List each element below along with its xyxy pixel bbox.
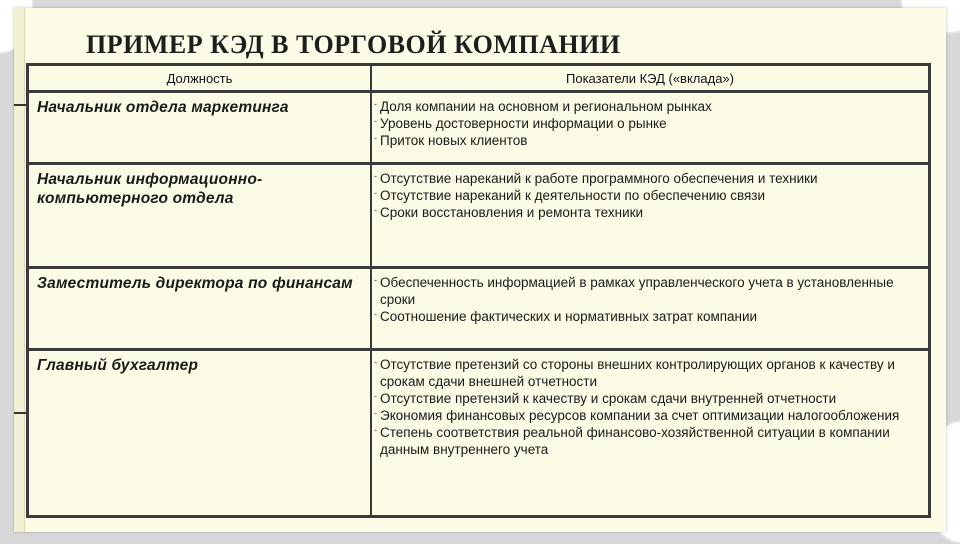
kpi-cell <box>371 92 930 164</box>
kpi-item: - Степень соответствия реальной финансово-хозяйственной ситуации в компании данным внутреннего учета <box>380 424 920 458</box>
position-cell: Начальник информационно-компьютерного отдела <box>28 164 372 268</box>
kpi-table <box>26 63 931 518</box>
table-row <box>28 268 930 350</box>
table-header-row <box>28 65 930 92</box>
kpi-item: - Уровень достоверности информации о рынке <box>380 115 920 132</box>
kpi-item: - Отсутствие претензий со стороны внешних контролирующих органов к качеству и срокам сдачи внешней отчетности <box>380 356 920 390</box>
column-header-position: Должность <box>28 65 372 92</box>
kpi-list <box>380 356 920 458</box>
table-row <box>28 164 930 268</box>
kpi-cell <box>371 164 930 268</box>
position-cell: Заместитель директора по финансам <box>28 268 372 350</box>
slide-left-bar <box>14 8 25 532</box>
kpi-list <box>380 170 920 221</box>
kpi-item: - Сроки восстановления и ремонта техники <box>380 204 920 221</box>
page-title: ПРИМЕР КЭД В ТОРГОВОЙ КОМПАНИИ <box>86 30 621 59</box>
kpi-list <box>380 98 920 149</box>
kpi-cell <box>371 268 930 350</box>
slide <box>14 8 946 532</box>
table-row <box>28 92 930 164</box>
kpi-item: - Соотношение фактических и нормативных затрат компании <box>380 308 920 325</box>
kpi-item: - Доля компании на основном и региональном рынках <box>380 98 920 115</box>
kpi-item: - Отсутствие нареканий к деятельности по обеспечению связи <box>380 187 920 204</box>
kpi-item: - Отсутствие нареканий к работе программного обеспечения и техники <box>380 170 920 187</box>
divider-tick <box>14 412 26 414</box>
position-cell: Начальник отдела маркетинга <box>28 92 372 164</box>
divider-tick <box>14 104 26 106</box>
column-header-kpi: Показатели КЭД («вклада») <box>371 65 930 92</box>
kpi-list <box>380 274 920 325</box>
kpi-cell <box>371 350 930 517</box>
kpi-item: - Экономия финансовых ресурсов компании за счет оптимизации налогообложения <box>380 407 920 424</box>
kpi-item: - Приток новых клиентов <box>380 132 920 149</box>
position-cell: Главный бухгалтер <box>28 350 372 517</box>
table-row <box>28 350 930 517</box>
kpi-item: - Отсутствие претензий к качеству и срокам сдачи внутренней отчетности <box>380 390 920 407</box>
kpi-item: - Обеспеченность информацией в рамках управленческого учета в установленные сроки <box>380 274 920 308</box>
